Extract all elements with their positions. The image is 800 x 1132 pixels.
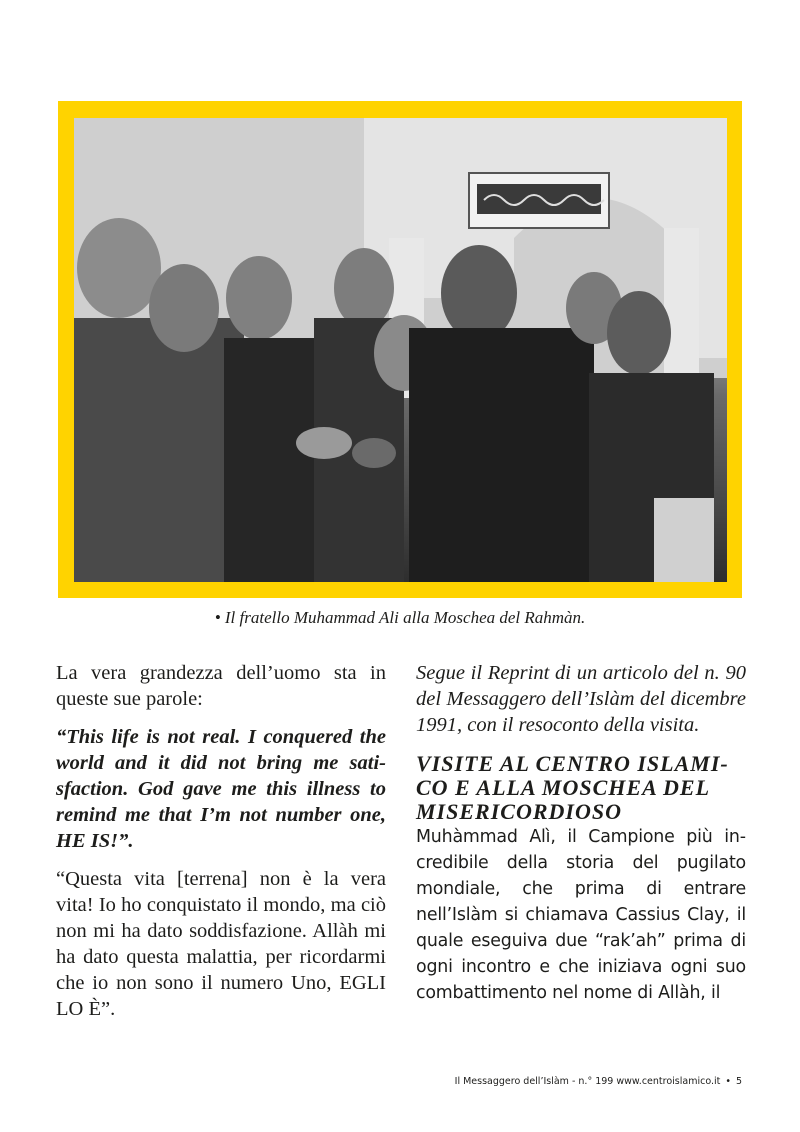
footer-text: Il Messaggero dell’Islàm - n.° 199 www.centroislamico.it <box>454 1076 721 1087</box>
page-footer <box>455 1076 742 1087</box>
article-body: Muhàmmad Alì, il Campione più incredibile della storia del pugilato mondiale, che prima di entrare nell’Islàm si chiamava Cassius Clay, il quale eseguiva due “rak’ah” prima di ogni incontro e che iniziava ogni suo combattimento nel nome di Allàh, il <box>416 827 746 1003</box>
photo-caption: • Il fratello Muhammad Ali alla Moschea del Rahmàn. <box>214 608 586 627</box>
reprint-note: Segue il Reprint di un articolo del n. 90 del Messaggero dell’Islàm del dicembre 1991, con il resoconto della visita. <box>416 662 746 736</box>
left-column <box>56 660 386 1034</box>
italian-quote: “Questa vita [terrena] non è la vera vita! Io ho conquistato il mondo, ma ciò non mi ha dato soddisfazione. Allàh mi ha dato questa malattia, per ricordarmi che io non sono il numero Uno, EGLI LO È”. <box>56 868 386 1020</box>
photo-illustration <box>74 118 727 582</box>
english-quote: “This life is not real. I conquered the world and it did not bring me satisfaction. God gave me this illness to remind me that I’m not number one, HE IS!”. <box>56 726 386 852</box>
article-heading: VISITE AL CENTRO ISLAMICO E ALLA MOSCHEA DEL MISERICORDIOSO <box>416 751 728 824</box>
intro-paragraph: La vera grandezza dell’uomo sta in queste sue parole: <box>56 662 386 710</box>
photo-frame <box>58 101 742 598</box>
page-number: 5 <box>735 1076 742 1087</box>
footer-separator: • <box>725 1076 731 1087</box>
muhammad-ali-photo <box>74 118 727 582</box>
right-column <box>416 660 746 1006</box>
